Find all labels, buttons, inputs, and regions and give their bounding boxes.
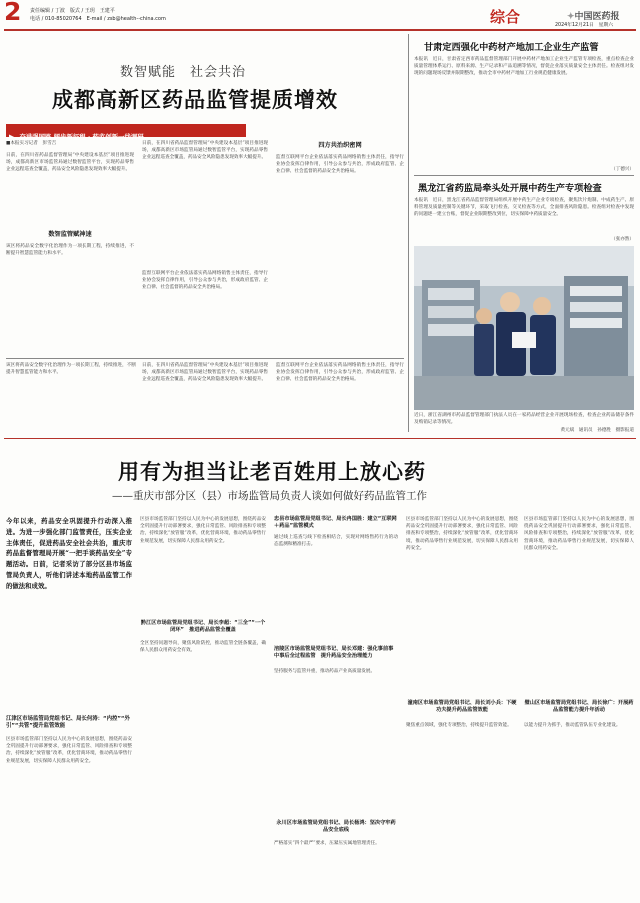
news-photo [414,246,634,410]
subhead-cogovernance: 四方共治织密网 [318,142,362,149]
column-4-body: 区县市场监管部门坚持以人民为中心的发展思想，围绕药品安全巩固提升行动部署要求，强化日常监管、风险排查和专项整治，持续深化“放管服”改革，优化营商环境，推动药品零售行业规范发展，切实保障人民群众用药安全。 [406,517,518,551]
masthead-rule [4,29,636,31]
section-body-tongnan: 聚焦重点领域，强化专项整治，持续提升监管效能。 [406,723,512,728]
gansu-byline: （丁德兴） [611,167,634,172]
section-body-bishan: 以能力提升为抓手，推动监管队伍专业化建设。 [524,723,621,728]
section-body-qianjiang: 全区坚持问题导向，聚焦风险防控，推动监管全链条覆盖，确保人民群众用药安全有效。 [140,641,266,654]
column-tag [6,124,246,141]
story-para-5: 监督互联网平台企业依法落实药品网络销售主体责任，指导行业协会发挥自律作用，引导公众参与共治，形成政府监管、企业自律、社会监督的药品安全共治格局。 [276,155,404,175]
right-divider [414,175,634,176]
story-para-6: 该区将药品安全数字化治理作为一项长期工程，持续推进，不断提升智慧监管能力和水平。 [6,363,136,376]
story-para-1: 日前，在四川省药品监督管理局“中央建设本基层”项目推进现场，成都高新区市场监管局通过数智监管平台，实现药品零售企业远程巡查全覆盖，药品安全风险隐患发现效率大幅提升。 [6,153,134,173]
section-title-fuling: 涪陵区市场监管局党组书记、局长邓建：强化事前事中事后全过程监管 提升药品安全治理能力 [274,646,394,659]
editor-line-2: 电话 / 010-85020764 E-mail / zsb@health--china.com [30,16,166,22]
story-byline: ■本报实习记者 彭雪吉 [6,141,57,146]
story-divider [6,358,404,359]
section-title-bishan: 璧山区市场监管局党组书记、局长徐广：开展药品监管能力提升年活动 [524,700,634,713]
column-2-body: 区县市场监管部门坚持以人民为中心的发展思想，围绕药品安全巩固提升行动部署要求，强化日常监管、风险排查和专项整治，持续深化“放管服”改革，优化营商环境，推动药品零售行业规范发展，切实保障人民群众用药安全。 [140,517,266,544]
section-body-yongchuan: 严格落实“四个最严”要求，压紧压实属地管理责任。 [274,841,380,846]
story-kicker: 数智赋能 社会共治 [120,65,247,80]
section-title-zhongxian: 忠县市场监管局党组书记、局长冉国胜：建立“互联网＋药品”监管模式 [274,516,397,529]
column-tag-label: 奋进强国路 阔步新征程 · 药监创新一线调研 [19,133,144,141]
story-para-2: 该区将药品安全数字化治理作为一项长期工程，持续推进，不断提升智慧监管能力和水平。 [6,244,134,257]
section-title-jiangjin: 江津区市场监管局党组书记、局长何涛：“内控”“外引”“共管”提升监管效能 [6,716,130,729]
story-para-8: 监督互联网平台企业依法落实药品网络销售主体责任，指导行业协会发挥自律作用，引导公众参与共治，形成政府监管、企业自律、社会监督的药品安全共治格局。 [276,363,404,383]
column-separator [408,34,409,432]
subhead-digital: 数智监管赋神速 [48,231,92,238]
page-number: 2 [4,0,22,26]
heilongjiang-body: 本报讯 近日，黑龙江省药品监督管理局组织开展中药生产企业专项检查，聚焦饮片炮制、中成药生产、原料管理及质量控制等关键环节，采取飞行检查、交叉检查等方式，全面排查风险隐患。检查组对检查中发现的问题逐一建立台账，督促企业限期整改到位，切实保障中药质量安全。 [414,198,634,218]
section-body-zhongxian: 通过线上巡查与线下检查相结合，实现对网络售药行为的动态监测和精准打击。 [274,535,398,548]
interview-subheadline: ——重庆市部分区（县）市场监管局负责人谈如何做好药品监管工作 [112,490,427,502]
gansu-body: 本报讯 近日，甘肃省定西市药品监督管理部门开展中药材产地加工企业生产监管专项检查，重点检查企业质量管理体系运行、原料来源、生产记录和产品追溯等情况，督促企业落实质量安全主体责任。检查组对发现的问题现场反馈并限期整改，推动全市中药材产地加工行业规范健康发展。 [414,57,634,77]
section-title-tongnan: 潼南区市场监管局党组书记、局长刘小兵：下硬功夫提升药品监管效能 [407,700,517,713]
heilongjiang-headline: 黑龙江省药监局牵头处开展中药生产专项检查 [418,183,602,194]
flag-icon: ▶ [9,133,15,141]
column-5-body: 区县市场监管部门坚持以人民为中心的发展思想，围绕药品安全巩固提升行动部署要求，强化日常监管、风险排查和专项整治，持续深化“放管服”改革，优化营商环境，推动药品零售行业规范发展，切实保障人民群众用药安全。 [524,517,634,551]
issue-date: 2024年12月21日 星期六 [555,23,613,28]
section-body-fuling: 坚持服务与监管并重，推动药品产业高质量发展。 [274,669,376,674]
star-icon: ✦ [567,12,575,22]
photo-credit: 黄元斌 通讯员 孙德胜 摄影报道 [560,428,634,433]
interview-intro: 今年以来，药品安全巩固提升行动深入推进。为进一步强化部门监管责任，压实企业主体责任，促进药品安全社会共治，重庆市药品监督管理局开展“一把手谈药品安全”专题活动。日前，记者采访了部分区县市场监管局负责人，听他们讲述本地药品监管工作的做法和成效。 [6,517,132,590]
interview-headline: 用有为担当让老百姓用上放心药 [118,459,426,484]
newspaper-name: ✦中国医药报 [567,12,620,22]
heilongjiang-byline: （张亦然） [611,237,634,242]
story-para-3: 日前，在四川省药品监督管理局“中央建设本基层”项目推进现场，成都高新区市场监管局通过数智监管平台，实现药品零售企业远程巡查全覆盖，药品安全风险隐患发现效率大幅提升。 [142,141,268,161]
section-title-qianjiang: 黔江区市场监管局党组书记、局长李超：“三全”“一个闭环” 推进药品监管全覆盖 [140,620,266,633]
story-para-4: 监督互联网平台企业依法落实药品网络销售主体责任，指导行业协会发挥自律作用，引导公众参与共治，形成政府监管、企业自律、社会监督的药品安全共治格局。 [142,271,268,291]
feature-rule [4,438,636,439]
section-title-yongchuan: 永川区市场监管局党组书记、局长杨鸿：坚决守牢药品安全底线 [276,820,396,833]
editor-line-1: 责任编辑 / 丁波 版式 / 王玥 王建平 [30,8,115,14]
section-body-jiangjin: 区县市场监管部门坚持以人民为中心的发展思想，围绕药品安全巩固提升行动部署要求，强化日常监管、风险排查和专项整治，持续深化“放管服”改革，优化营商环境，推动药品零售行业规范发展，切实保障人民群众用药安全。 [6,737,132,764]
gansu-headline: 甘肃定西强化中药材产地加工企业生产监管 [424,42,599,53]
section-title: 综合 [490,8,521,26]
story-para-7: 日前，在四川省药品监督管理局“中央建设本基层”项目推进现场，成都高新区市场监管局通过数智监管平台，实现药品零售企业远程巡查全覆盖，药品安全风险隐患发现效率大幅提升。 [142,363,268,383]
story-headline: 成都高新区药品监管提质增效 [52,87,338,112]
photo-caption: 近日，浙江省湖州市药品监督管理部门执法人员在一家药品经营企业开展现场检查，检查企业药品储存条件及购销记录等情况。 [414,413,634,426]
